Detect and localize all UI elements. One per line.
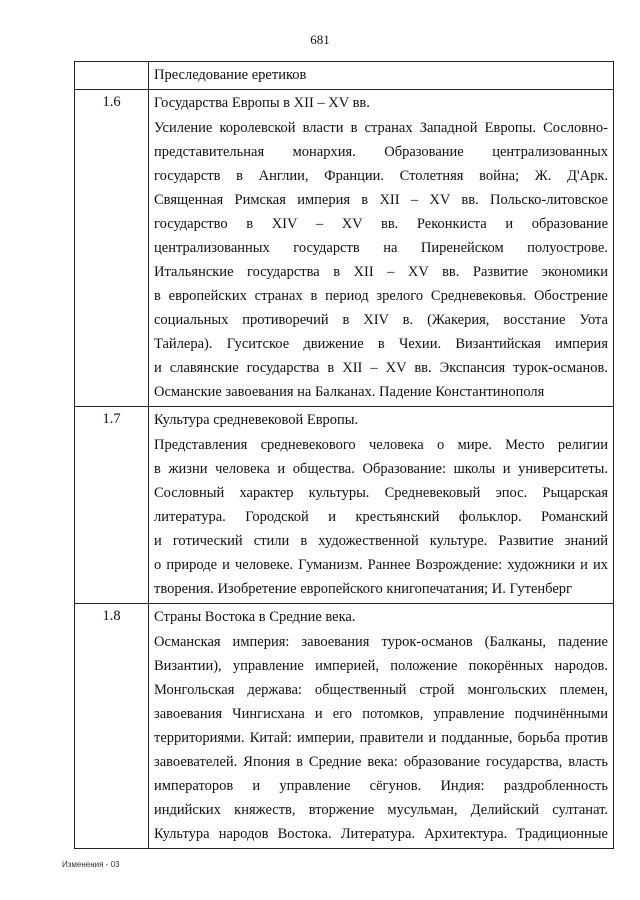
table-row <box>75 90 614 407</box>
text-line: Священная Римская империя в XII – XV вв. Польско-литовское <box>154 192 608 208</box>
text-line: в европейских странах в период зрелого Средневековья. Обострение <box>154 288 608 304</box>
text-line: творения. Изобретение европейского книгопечатания; И. Гутенберг <box>154 581 572 597</box>
section-title: Государства Европы в XII – XV вв. <box>154 95 370 111</box>
section-content-cell <box>149 604 614 849</box>
content-table <box>74 61 614 849</box>
text-line: Османская империя: завоевания турок-османов (Балканы, падение <box>154 634 608 650</box>
footer-revision-note: Изменения - 03 <box>62 860 120 869</box>
text-line: завоевателей. Япония в Средние века: образование государства, власть <box>154 754 608 770</box>
section-number: 1.8 <box>75 604 149 849</box>
text-line: Тайлера). Гуситское движение в Чехии. Византийская империя <box>154 336 608 352</box>
text-line: Османские завоевания на Балканах. Падение Константинополя <box>154 384 545 400</box>
text-line: государств в Англии, Франции. Столетняя война; Ж. Д'Арк. <box>154 168 608 184</box>
text-line: Культура народов Востока. Литература. Архитектура. Традиционные <box>154 826 608 842</box>
section-content-cell <box>149 90 614 407</box>
page-number: 681 <box>310 32 330 47</box>
section-number: 1.7 <box>75 407 149 604</box>
text-line: Монгольская держава: общественный строй монгольских племен, <box>154 682 608 698</box>
text-line: индийских княжеств, вторжение мусульман, Делийский султанат. <box>154 802 608 818</box>
table-row <box>75 62 614 90</box>
text-line: Сословный характер культуры. Средневековый эпос. Рыцарская <box>154 485 608 501</box>
text-line: государство в XIV – XV вв. Реконкиста и образование <box>154 216 608 232</box>
text-line: в жизни человека и общества. Образование: школы и университеты. <box>154 461 608 477</box>
text-line: представительная монархия. Образование централизованных <box>154 144 608 160</box>
section-number-cell <box>75 62 149 90</box>
table-row <box>75 604 614 849</box>
text-line: и готический стили в художественной культуре. Развитие знаний <box>154 533 608 549</box>
text-line: литература. Городской и крестьянский фольклор. Романский <box>154 509 608 525</box>
text-line: социальных противоречий в XIV в. (Жакерия, восстание Уота <box>154 312 608 328</box>
first-row-text: Преследование еретиков <box>154 67 307 83</box>
text-line: завоевания Чингисхана и его потомков, управление подчинёнными <box>154 706 608 722</box>
text-line: императоров и управление сёгунов. Индия: раздробленность <box>154 778 608 794</box>
text-line: и славянские государства в XII – XV вв. Экспансия турок-османов. <box>154 360 608 376</box>
text-line: Представления средневекового человека о мире. Место религии <box>154 437 608 453</box>
text-line: централизованных государств на Пиренейском полуострове. <box>154 240 608 256</box>
section-title: Культура средневековой Европы. <box>154 412 359 428</box>
section-number: 1.6 <box>75 90 149 407</box>
section-title: Страны Востока в Средние века. <box>154 609 356 625</box>
text-line: о природе и человеке. Гуманизм. Раннее Возрождение: художники и их <box>154 557 608 573</box>
text-line: Усиление королевской власти в странах Западной Европы. Сословно- <box>154 120 608 136</box>
section-content-cell <box>149 62 614 90</box>
text-line: Итальянские государства в XII – XV вв. Развитие экономики <box>154 264 608 280</box>
table-row <box>75 407 614 604</box>
text-line: Византии), управление империей, положение покорённых народов. <box>154 658 608 674</box>
section-content-cell <box>149 407 614 604</box>
text-line: территориями. Китай: империи, правители и подданные, борьба против <box>154 730 608 746</box>
